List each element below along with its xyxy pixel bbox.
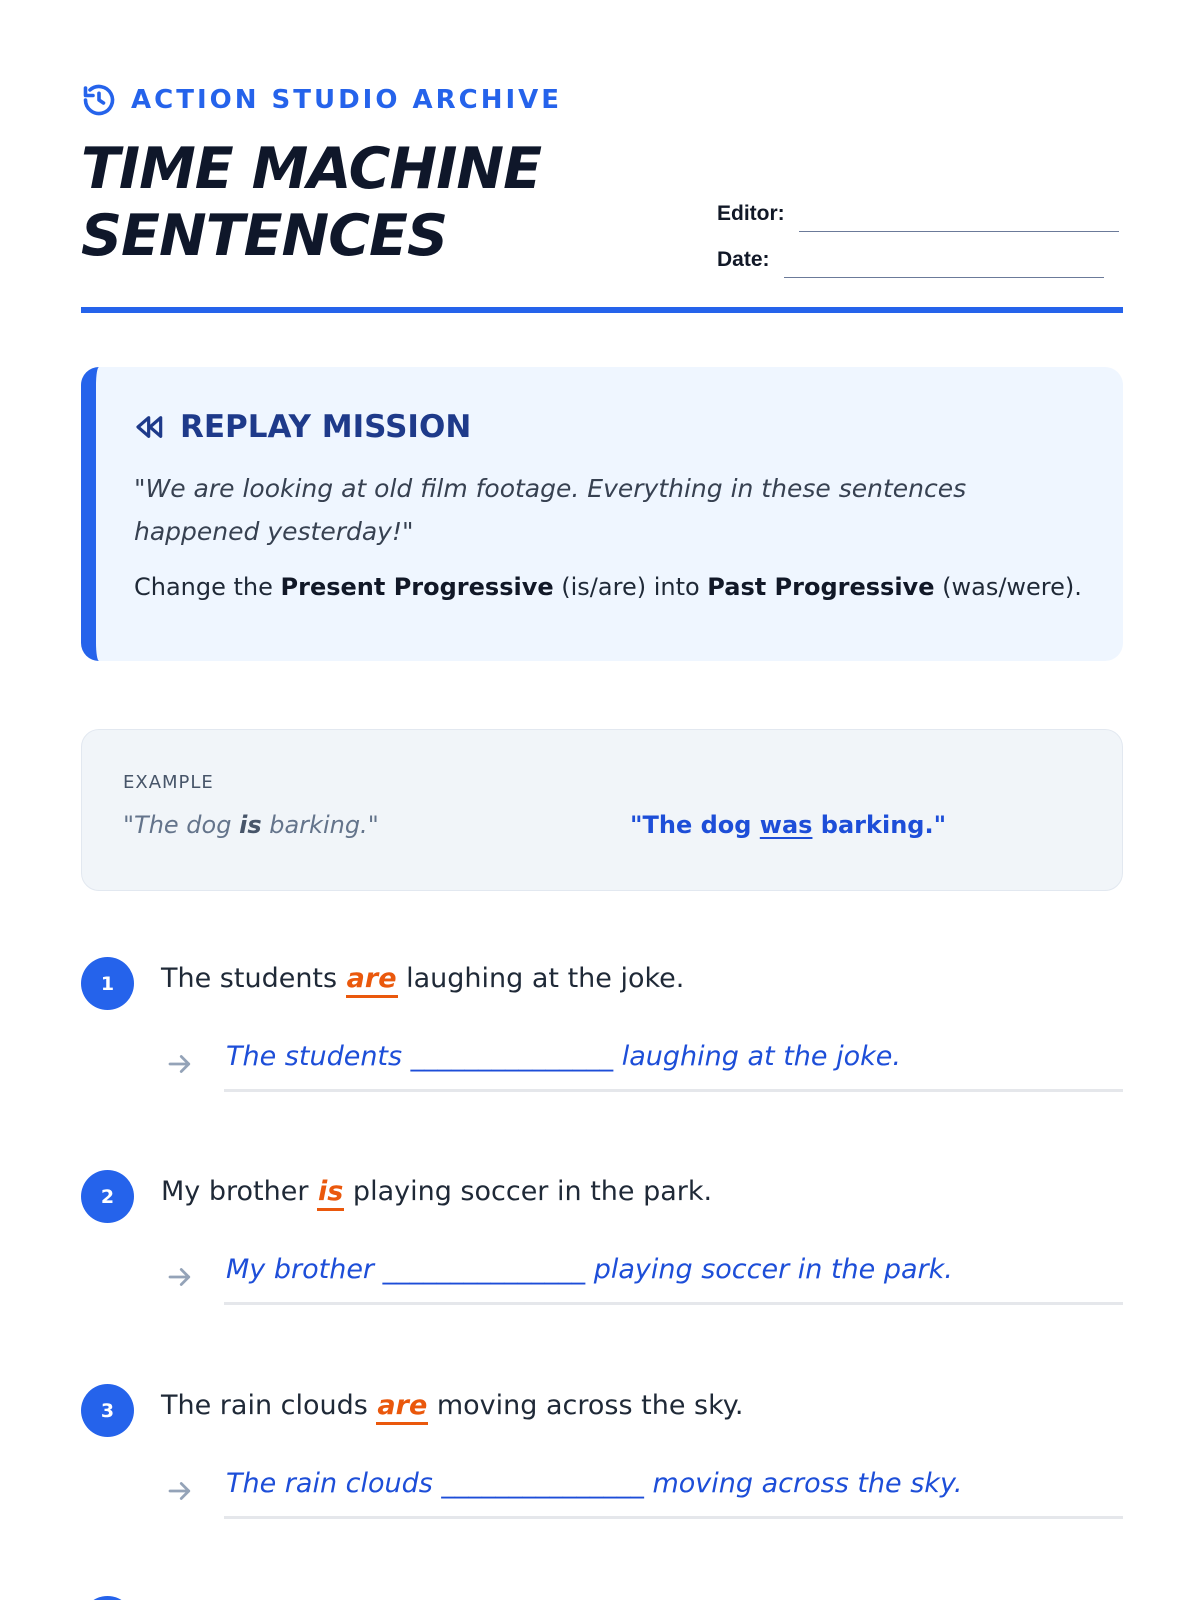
example-row (123, 811, 1082, 845)
item-prompt (161, 1176, 712, 1207)
history-icon (81, 82, 117, 118)
prompt-verb: are (346, 963, 398, 998)
prompt-pre: The students (161, 963, 346, 994)
item-number-badge: 3 (81, 1384, 134, 1437)
prompt-post: playing soccer in the park. (344, 1176, 713, 1207)
example-after-verb: was (759, 811, 813, 839)
instr-pre: Change the (134, 573, 281, 601)
item-number-badge: 2 (81, 1170, 134, 1223)
item-prompt (161, 963, 684, 994)
date-field[interactable] (784, 248, 1104, 278)
title-line-1: TIME MACHINE (81, 136, 542, 202)
instr-post: (was/were). (934, 573, 1082, 601)
arrow-right-icon (165, 1262, 195, 1292)
page-title (81, 136, 541, 270)
example-before-pre: "The dog (123, 811, 240, 839)
meta-fields (717, 186, 1123, 278)
answer-field[interactable]: The students _______________ laughing at the joke. (224, 1041, 1123, 1092)
worksheet (81, 0, 1123, 1600)
date-label: Date: (717, 248, 770, 271)
prompt-post: laughing at the joke. (397, 963, 685, 994)
editor-row (717, 186, 1123, 232)
exercise-item-1 (81, 957, 1123, 1117)
answer-field[interactable]: The rain clouds _______________ moving across the sky. (224, 1468, 1123, 1519)
mission-instructions (134, 573, 1085, 601)
example-after-post: barking." (812, 811, 947, 839)
example-before-post: barking." (261, 811, 379, 839)
instr-mid: (is/are) into (553, 573, 708, 601)
arrow-right-icon (165, 1476, 195, 1506)
item-number-badge: 1 (81, 957, 134, 1010)
example-before (123, 811, 379, 839)
item-prompt (161, 1390, 743, 1421)
answer-field[interactable]: My brother _______________ playing soccer in the park. (224, 1254, 1123, 1305)
prompt-pre: My brother (161, 1176, 318, 1207)
editor-label: Editor: (717, 202, 785, 225)
item-number-badge-partial (81, 1596, 134, 1600)
mission-title: REPLAY MISSION (180, 409, 472, 445)
mission-quote: "We are looking at old film footage. Everything in these sentences happened yesterday!" (134, 474, 967, 546)
prompt-verb: are (376, 1390, 428, 1425)
example-card (81, 729, 1123, 891)
editor-field[interactable] (799, 202, 1119, 232)
instr-present-progressive: Present Progressive (280, 573, 554, 601)
title-line-2: SENTENCES (81, 203, 448, 269)
example-label: EXAMPLE (123, 772, 214, 793)
header-divider (81, 307, 1123, 313)
example-before-verb: is (239, 811, 262, 839)
exercise-item-2 (81, 1170, 1123, 1330)
arrow-right-icon (165, 1049, 195, 1079)
date-row (717, 232, 1123, 278)
mission-card (81, 367, 1123, 661)
instr-past-progressive: Past Progressive (707, 573, 935, 601)
exercise-item-3 (81, 1384, 1123, 1544)
prompt-verb: is (317, 1176, 344, 1211)
rewind-icon (134, 411, 166, 443)
prompt-post: moving across the sky. (428, 1390, 744, 1421)
example-after (630, 811, 946, 839)
prompt-pre: The rain clouds (161, 1390, 377, 1421)
brand (81, 82, 562, 118)
mission-header (134, 407, 1085, 447)
brand-label: ACTION STUDIO ARCHIVE (131, 85, 563, 115)
example-after-pre: "The dog (630, 811, 760, 839)
